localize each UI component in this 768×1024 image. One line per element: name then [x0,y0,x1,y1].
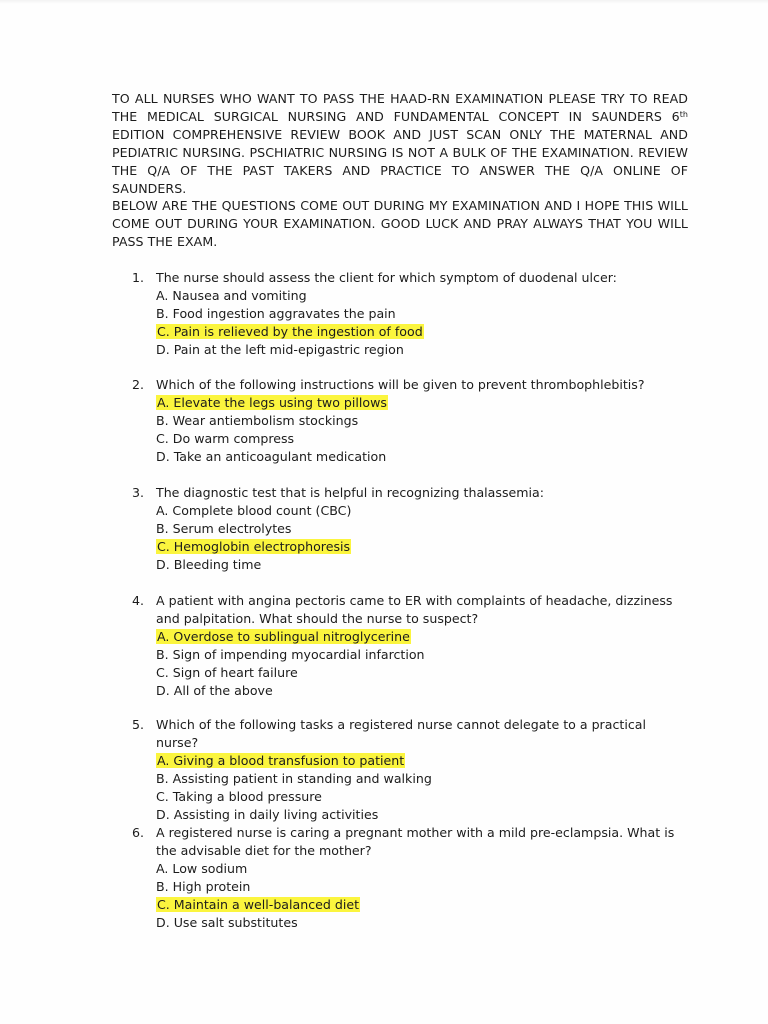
question-number: 2. [132,377,145,392]
question-stem: Which of the following tasks a registered nurse cannot delegate to a practical nurse? [156,717,646,750]
option-b [156,305,692,323]
intro-text-part-2: EDITION COMPREHENSIVE REVIEW BOOK AND JUST SCAN ONLY THE MATERNAL AND PEDIATRIC NURSING. PSCHIATRIC NURSING IS NOT A BULK OF THE EXAMINATION. REVIEW THE Q/A OF THE PAST TAKERS AND PRACTICE TO ANSWER THE Q/A ONLINE OF SAUNDERS. [112,127,688,196]
highlighted-answer: C. Hemoglobin electrophoresis [157,539,351,554]
option-text: D. Pain at the left mid-epigastric region [156,342,404,357]
question-number: 1. [132,270,145,285]
option-d [156,806,692,824]
intro-paragraph-2 [112,197,688,251]
option-text: C. Do warm compress [156,431,295,446]
option-text: B. Wear antiembolism stockings [156,413,359,428]
question-stem: Which of the following instructions will be given to prevent thrombophlebitis? [156,377,645,392]
question-stem: A patient with angina pectoris came to ER with complaints of headache, dizziness and palpitation. What should the nurse to suspect? [156,593,673,626]
highlighted-answer: A. Giving a blood transfusion to patient [157,753,405,768]
question-number: 6. [132,825,145,840]
question-6 [132,824,692,932]
option-a [156,502,692,520]
question-number: 5. [132,717,145,732]
option-d [156,448,692,466]
option-text: D. Take an anticoagulant medication [156,449,387,464]
option-c [156,323,692,341]
option-d [156,682,692,700]
option-a [156,628,692,646]
highlighted-answer: C. Maintain a well-balanced diet [157,897,360,912]
option-text: B. High protein [156,879,251,894]
option-d [156,341,692,359]
intro-text-part-1: TO ALL NURSES WHO WANT TO PASS THE HAAD-RN EXAMINATION PLEASE TRY TO READ THE MEDICAL SURGICAL NURSING AND FUNDAMENTAL CONCEPT IN SAUNDERS 6 [112,91,688,124]
question-4 [132,592,692,700]
option-c [156,664,692,682]
option-a [156,287,692,305]
option-c [156,788,692,806]
option-d [156,556,692,574]
intro-text-2: BELOW ARE THE QUESTIONS COME OUT DURING MY EXAMINATION AND I HOPE THIS WILL COME OUT DURING YOUR EXAMINATION. GOOD LUCK AND PRAY ALWAYS THAT YOU WILL PASS THE EXAM. [112,198,688,249]
option-text: C. Taking a blood pressure [156,789,322,804]
option-text: D. Use salt substitutes [156,915,298,930]
question-2 [132,376,692,466]
option-text: B. Food ingestion aggravates the pain [156,306,396,321]
option-b [156,878,692,896]
question-5 [132,716,692,824]
highlighted-answer: C. Pain is relieved by the ingestion of food [157,324,423,339]
option-c [156,896,692,914]
option-text: B. Sign of impending myocardial infarction [156,647,425,662]
scan-edge [0,0,768,4]
edition-superscript: th [679,110,688,119]
option-b [156,520,692,538]
highlighted-answer: A. Elevate the legs using two pillows [157,395,387,410]
option-b [156,412,692,430]
option-text: A. Complete blood count (CBC) [156,503,352,518]
option-a [156,394,692,412]
question-stem: The nurse should assess the client for which symptom of duodenal ulcer: [156,270,617,285]
highlighted-answer: A. Overdose to sublingual nitroglycerine [157,629,410,644]
option-a [156,860,692,878]
option-text: B. Assisting patient in standing and walking [156,771,432,786]
option-d [156,914,692,932]
option-b [156,770,692,788]
question-1 [132,269,692,359]
question-number: 4. [132,593,145,608]
option-text: C. Sign of heart failure [156,665,298,680]
question-stem: The diagnostic test that is helpful in recognizing thalassemia: [156,485,544,500]
option-text: D. Assisting in daily living activities [156,807,379,822]
option-b [156,646,692,664]
option-text: D. Bleeding time [156,557,262,572]
option-c [156,538,692,556]
question-number: 3. [132,485,145,500]
question-3 [132,484,692,574]
option-c [156,430,692,448]
intro-paragraph-1 [112,90,688,198]
option-text: D. All of the above [156,683,273,698]
option-text: B. Serum electrolytes [156,521,292,536]
option-a [156,752,692,770]
question-stem: A registered nurse is caring a pregnant mother with a mild pre-eclampsia. What is the advisable diet for the mother? [156,825,675,858]
option-text: A. Low sodium [156,861,248,876]
option-text: A. Nausea and vomiting [156,288,307,303]
